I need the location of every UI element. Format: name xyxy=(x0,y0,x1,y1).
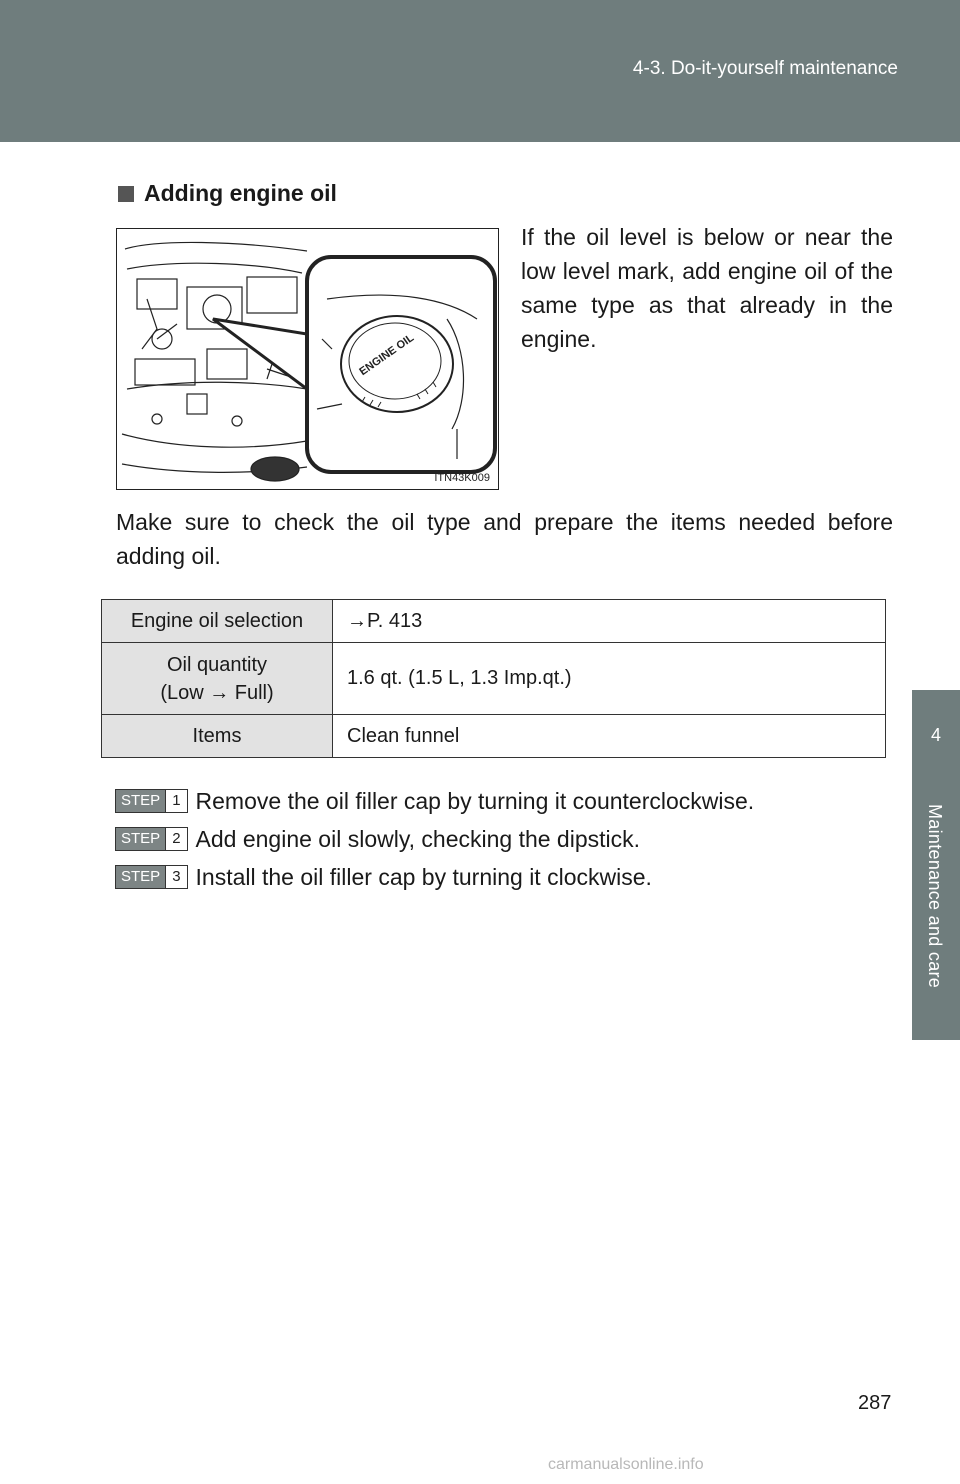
step-badge-word: STEP xyxy=(116,790,165,812)
step-badge-word: STEP xyxy=(116,828,165,850)
table-label: Oil quantity xyxy=(166,653,268,676)
table-label: Engine oil selection xyxy=(130,610,304,632)
step-text: Install the oil filler cap by turning it clockwise. xyxy=(195,863,652,890)
step-text: Add engine oil slowly, checking the dipstick. xyxy=(195,825,641,852)
step-badge-number: 2 xyxy=(165,828,186,850)
watermark: carmanualsonline.info xyxy=(548,1456,704,1473)
step-badge-number: 3 xyxy=(165,866,186,888)
chapter-tab-number: 4 xyxy=(912,690,960,780)
table-label-cell xyxy=(102,715,333,758)
engine-oil-cap-illustration xyxy=(116,228,499,490)
chapter-tab-label: Maintenance and care xyxy=(925,804,945,989)
chapter-tab xyxy=(912,780,960,1040)
header-title: 4-3. Do-it-yourself maintenance xyxy=(632,58,898,79)
step-badge xyxy=(115,789,188,813)
step-item xyxy=(115,782,905,820)
page-number: 287 xyxy=(858,1392,892,1414)
prep-paragraph: Make sure to check the oil type and prepare the items needed before adding oil. xyxy=(116,509,893,569)
step-badge xyxy=(115,865,188,889)
table-label-cell xyxy=(102,600,333,643)
square-bullet-icon xyxy=(118,186,134,202)
engine-bay-drawing xyxy=(117,229,499,490)
step-text: Remove the oil filler cap by turning it counterclockwise. xyxy=(195,787,755,814)
step-badge-word: STEP xyxy=(116,866,165,888)
table-label-cell xyxy=(102,643,333,715)
step-badge xyxy=(115,827,188,851)
intro-paragraph: If the oil level is below or near the low level mark, add engine oil of the same type as that already in the engine. xyxy=(521,224,893,352)
table-value-cell: →P. 413 xyxy=(333,600,886,643)
step-badge-number: 1 xyxy=(165,790,186,812)
oil-cap-label: ENGINE OIL xyxy=(357,331,417,379)
section-heading-text: Adding engine oil xyxy=(144,180,337,206)
table-label-sub: (Low → Full) xyxy=(160,681,274,704)
table-value-cell: 1.6 qt. (1.5 L, 1.3 Imp.qt.) xyxy=(333,643,886,715)
step-item xyxy=(115,820,905,858)
figure-code: ITN43K009 xyxy=(434,472,490,484)
table-row xyxy=(102,600,886,643)
table-row xyxy=(102,715,886,758)
section-heading xyxy=(118,180,337,207)
oil-spec-table xyxy=(101,599,886,758)
page-header xyxy=(0,0,960,142)
step-item xyxy=(115,858,905,896)
table-value-cell: Clean funnel xyxy=(333,715,886,758)
table-row xyxy=(102,643,886,715)
table-label: Items xyxy=(192,725,242,747)
step-list xyxy=(115,782,905,896)
